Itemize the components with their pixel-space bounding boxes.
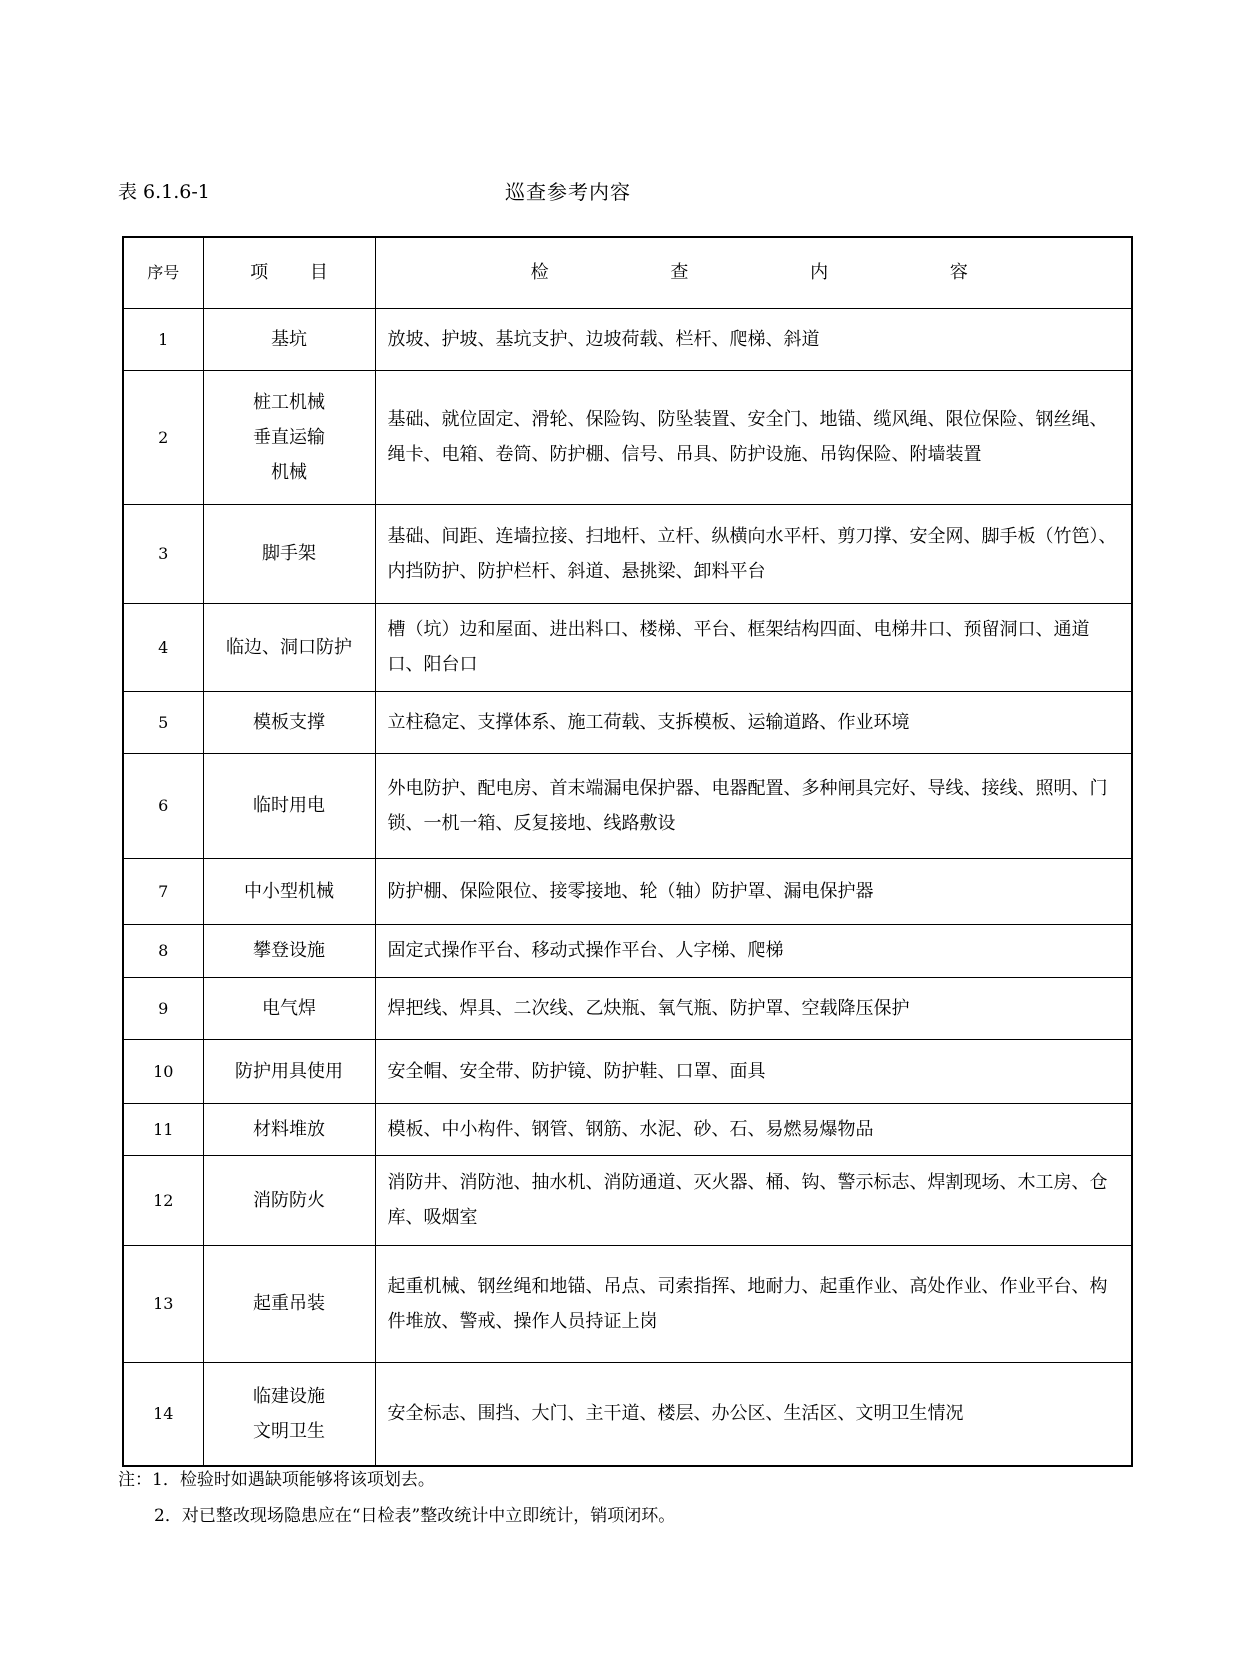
table-row <box>123 1362 1132 1466</box>
row-number: 8 <box>123 924 203 977</box>
table-row <box>123 370 1132 504</box>
row-content: 放坡、护坡、基坑支护、边坡荷载、栏杆、爬梯、斜道 <box>375 308 1132 370</box>
row-item <box>203 977 375 1039</box>
row-item-line: 模板支撑 <box>253 711 325 733</box>
row-item-line: 桩工机械 <box>253 391 325 413</box>
row-item-line: 攀登设施 <box>253 940 325 961</box>
row-number: 1 <box>123 308 203 370</box>
row-content: 模板、中小构件、钢管、钢筋、水泥、砂、石、易燃易爆物品 <box>375 1103 1132 1155</box>
row-item <box>203 603 375 691</box>
table-number: 表 6.1.6-1 <box>118 181 210 203</box>
row-number: 14 <box>123 1362 203 1466</box>
table-row <box>123 1245 1132 1362</box>
row-number: 6 <box>123 753 203 858</box>
table-row <box>123 1155 1132 1245</box>
row-number: 10 <box>123 1039 203 1103</box>
table-row <box>123 691 1132 753</box>
row-number: 9 <box>123 977 203 1039</box>
table-body <box>123 308 1132 1466</box>
row-item-line: 消防防火 <box>253 1189 325 1211</box>
row-number: 11 <box>123 1103 203 1155</box>
row-item <box>203 308 375 370</box>
note-2: 2．对已整改现场隐患应在“日检表”整改统计中立即统计，销项闭环。 <box>154 1506 676 1526</box>
row-content: 基础、间距、连墙拉接、扫地杆、立杆、纵横向水平杆、剪刀撑、安全网、脚手板（竹笆）、内挡防护、防护栏杆、斜道、悬挑梁、卸料平台 <box>375 504 1132 603</box>
row-item <box>203 504 375 603</box>
row-content: 防护棚、保险限位、接零接地、轮（轴）防护罩、漏电保护器 <box>375 858 1132 924</box>
note-1: 注：1．检验时如遇缺项能够将该项划去。 <box>118 1470 435 1490</box>
row-item <box>203 1155 375 1245</box>
row-item <box>203 753 375 858</box>
table-row <box>123 924 1132 977</box>
notes <box>118 1462 675 1534</box>
row-number: 5 <box>123 691 203 753</box>
row-content: 槽（坑）边和屋面、进出料口、楼梯、平台、框架结构四面、电梯井口、预留洞口、通道口、阳台口 <box>375 603 1132 691</box>
row-number: 4 <box>123 603 203 691</box>
row-number: 3 <box>123 504 203 603</box>
row-item <box>203 858 375 924</box>
row-item-line: 起重吊装 <box>253 1293 325 1314</box>
row-item-line: 电气焊 <box>262 997 316 1019</box>
column-header-item: 项 目 <box>203 237 375 308</box>
row-number: 13 <box>123 1245 203 1362</box>
row-item <box>203 1245 375 1362</box>
row-item-line: 临边、洞口防护 <box>226 636 352 658</box>
table-title: 巡查参考内容 <box>505 180 631 204</box>
row-item-line: 垂直运输 <box>253 426 325 448</box>
row-content: 固定式操作平台、移动式操作平台、人字梯、爬梯 <box>375 924 1132 977</box>
row-content: 安全帽、安全带、防护镜、防护鞋、口罩、面具 <box>375 1039 1132 1103</box>
table-row <box>123 977 1132 1039</box>
row-number: 12 <box>123 1155 203 1245</box>
row-number: 2 <box>123 370 203 504</box>
row-item-line: 防护用具使用 <box>235 1060 343 1082</box>
table-row <box>123 1039 1132 1103</box>
row-number: 7 <box>123 858 203 924</box>
table-row <box>123 753 1132 858</box>
row-content: 外电防护、配电房、首末端漏电保护器、电器配置、多种闸具完好、导线、接线、照明、门锁、一机一箱、反复接地、线路敷设 <box>375 753 1132 858</box>
row-item <box>203 1362 375 1466</box>
row-item <box>203 924 375 977</box>
row-content: 基础、就位固定、滑轮、保险钩、防坠装置、安全门、地锚、缆风绳、限位保险、钢丝绳、绳卡、电箱、卷筒、防护棚、信号、吊具、防护设施、吊钩保险、附墙装置 <box>375 370 1132 504</box>
table-row <box>123 603 1132 691</box>
row-item <box>203 370 375 504</box>
column-header-content: 检 查 内 容 <box>375 237 1132 308</box>
row-item <box>203 691 375 753</box>
row-content: 起重机械、钢丝绳和地锚、吊点、司索指挥、地耐力、起重作业、高处作业、作业平台、构件堆放、警戒、操作人员持证上岗 <box>375 1245 1132 1362</box>
row-content: 消防井、消防池、抽水机、消防通道、灭火器、桶、钩、警示标志、焊割现场、木工房、仓库、吸烟室 <box>375 1155 1132 1245</box>
row-item-line: 基坑 <box>271 328 307 350</box>
row-item-line: 文明卫生 <box>253 1420 325 1442</box>
row-item-line: 机械 <box>271 461 307 483</box>
row-content: 焊把线、焊具、二次线、乙炔瓶、氧气瓶、防护罩、空载降压保护 <box>375 977 1132 1039</box>
row-item-line: 脚手架 <box>262 543 316 564</box>
row-item <box>203 1103 375 1155</box>
table-row <box>123 504 1132 603</box>
row-item-line: 临建设施 <box>253 1385 325 1407</box>
table-row <box>123 308 1132 370</box>
row-item-line: 中小型机械 <box>244 880 334 902</box>
table-row <box>123 858 1132 924</box>
row-item <box>203 1039 375 1103</box>
inspection-table <box>122 236 1133 1467</box>
row-item-line: 临时用电 <box>253 795 325 816</box>
row-item-line: 材料堆放 <box>253 1118 325 1140</box>
table-row <box>123 1103 1132 1155</box>
row-content: 安全标志、围挡、大门、主干道、楼层、办公区、生活区、文明卫生情况 <box>375 1362 1132 1466</box>
column-header-no: 序号 <box>123 237 203 308</box>
row-content: 立柱稳定、支撑体系、施工荷载、支拆模板、运输道路、作业环境 <box>375 691 1132 753</box>
table-header-row <box>123 237 1132 308</box>
title-row <box>0 180 1247 210</box>
